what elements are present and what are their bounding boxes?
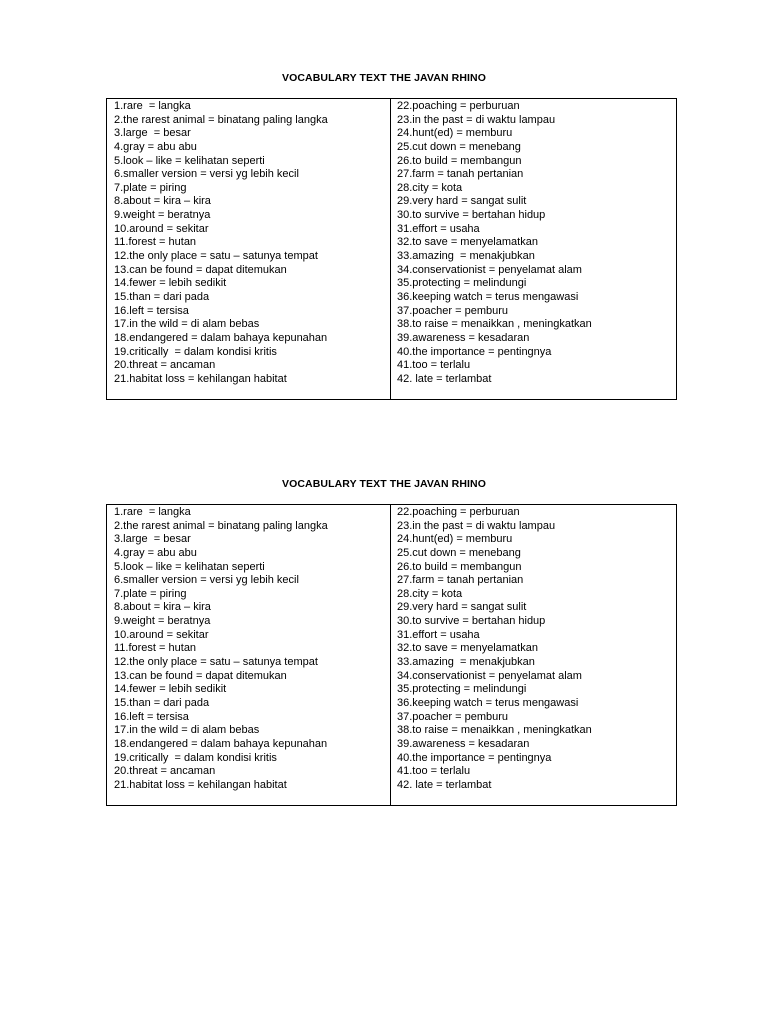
vocab-entry: 21.habitat loss = kehilangan habitat	[114, 372, 287, 385]
vocab-entry: 27.farm = tanah pertanian	[397, 168, 524, 181]
vocab-entry: 32.to save = menyelamatkan	[397, 642, 538, 655]
vocab-entry: 42. late = terlambat	[397, 372, 492, 385]
vocab-entry: 40.the importance = pentingnya	[397, 751, 552, 764]
vocab-entry: 39.awareness = kesadaran	[397, 737, 530, 750]
vocab-entry: 6.smaller version = versi yg lebih kecil	[114, 574, 299, 587]
vocab-entry: 4.gray = abu abu	[114, 140, 197, 153]
vocab-entry: 8.about = kira – kira	[114, 601, 211, 614]
vocab-entry: 12.the only place = satu – satunya tempat	[114, 656, 318, 669]
right-column	[391, 99, 676, 399]
vocab-entry: 18.endangered = dalam bahaya kepunahan	[114, 737, 328, 750]
vocab-entry: 22.poaching = perburuan	[397, 506, 520, 518]
vocab-entry: 40.the importance = pentingnya	[397, 345, 552, 358]
vocab-entry: 1.rare = langka	[114, 506, 191, 518]
vocab-entry: 31.effort = usaha	[397, 222, 480, 235]
vocab-entry: 35.protecting = melindungi	[397, 277, 527, 290]
page-title: VOCABULARY TEXT THE JAVAN RHINO	[282, 478, 486, 490]
vocab-entry: 21.habitat loss = kehilangan habitat	[114, 778, 287, 791]
vocab-entry: 22.poaching = perburuan	[397, 100, 520, 112]
vocab-entry: 6.smaller version = versi yg lebih kecil	[114, 168, 299, 181]
vocab-entry: 5.look – like = kelihatan seperti	[114, 154, 265, 167]
vocab-entry: 7.plate = piring	[114, 181, 187, 194]
right-column	[391, 505, 676, 805]
vocab-entry: 41.too = terlalu	[397, 765, 471, 778]
vocabulary-sheet-2	[0, 477, 768, 791]
vocab-entry: 34.conservationist = penyelamat alam	[397, 263, 582, 276]
vocab-entry: 33.amazing = menakjubkan	[397, 250, 535, 263]
left-column	[107, 505, 391, 805]
vocab-entry: 37.poacher = pemburu	[397, 304, 508, 317]
vocab-entry: 39.awareness = kesadaran	[397, 331, 530, 344]
vocab-entry: 14.fewer = lebih sedikit	[114, 277, 227, 290]
vocab-entry: 13.can be found = dapat ditemukan	[114, 263, 287, 276]
left-column	[107, 99, 391, 399]
vocab-entry: 5.look – like = kelihatan seperti	[114, 560, 265, 573]
vocab-entry: 10.around = sekitar	[114, 222, 209, 235]
vocab-entry: 10.around = sekitar	[114, 628, 209, 641]
vocab-entry: 25.cut down = menebang	[397, 140, 521, 153]
vocab-entry: 20.threat = ancaman	[114, 359, 216, 372]
vocab-entry: 16.left = tersisa	[114, 710, 189, 723]
vocab-entry: 26.to build = membangun	[397, 154, 522, 167]
vocab-entry: 30.to survive = bertahan hidup	[397, 615, 546, 628]
vocab-entry: 24.hunt(ed) = memburu	[397, 127, 513, 140]
vocab-entry: 28.city = kota	[397, 587, 463, 600]
vocab-entry: 3.large = besar	[114, 127, 191, 140]
vocab-entry: 36.keeping watch = terus mengawasi	[397, 696, 579, 709]
vocab-entry: 18.endangered = dalam bahaya kepunahan	[114, 331, 328, 344]
vocab-entry: 2.the rarest animal = binatang paling langka	[114, 113, 328, 126]
vocab-entry: 15.than = dari pada	[114, 290, 210, 303]
vocab-entry: 8.about = kira – kira	[114, 195, 211, 208]
vocab-entry: 31.effort = usaha	[397, 628, 480, 641]
vocab-entry: 15.than = dari pada	[114, 696, 210, 709]
vocab-entry: 11.forest = hutan	[114, 236, 197, 249]
vocab-entry: 37.poacher = pemburu	[397, 710, 508, 723]
vocab-entry: 20.threat = ancaman	[114, 765, 216, 778]
vocab-entry: 29.very hard = sangat sulit	[397, 601, 527, 614]
vocab-entry: 33.amazing = menakjubkan	[397, 656, 535, 669]
vocab-entry: 17.in the wild = di alam bebas	[114, 724, 260, 737]
vocab-entry: 4.gray = abu abu	[114, 546, 197, 559]
vocab-entry: 41.too = terlalu	[397, 359, 471, 372]
vocab-entry: 13.can be found = dapat ditemukan	[114, 669, 287, 682]
vocab-entry: 32.to save = menyelamatkan	[397, 236, 538, 249]
vocab-entry: 38.to raise = menaikkan , meningkatkan	[397, 724, 592, 737]
vocab-entry: 14.fewer = lebih sedikit	[114, 683, 227, 696]
vocab-entry: 19.critically = dalam kondisi kritis	[114, 345, 277, 358]
vocab-entry: 9.weight = beratnya	[114, 209, 211, 222]
vocab-entry: 23.in the past = di waktu lampau	[397, 519, 556, 532]
vocab-entry: 27.farm = tanah pertanian	[397, 574, 524, 587]
vocabulary-sheet-1	[0, 71, 768, 385]
vocab-entry: 1.rare = langka	[114, 100, 191, 112]
vocab-entry: 9.weight = beratnya	[114, 615, 211, 628]
vocab-entry: 16.left = tersisa	[114, 304, 189, 317]
vocab-entry: 17.in the wild = di alam bebas	[114, 318, 260, 331]
page-title: VOCABULARY TEXT THE JAVAN RHINO	[282, 72, 486, 84]
vocab-entry: 7.plate = piring	[114, 587, 187, 600]
vocab-entry: 11.forest = hutan	[114, 642, 197, 655]
vocab-entry: 28.city = kota	[397, 181, 463, 194]
vocab-entry: 30.to survive = bertahan hidup	[397, 209, 546, 222]
vocab-entry: 26.to build = membangun	[397, 560, 522, 573]
vocab-entry: 12.the only place = satu – satunya tempat	[114, 250, 318, 263]
vocab-entry: 3.large = besar	[114, 533, 191, 546]
vocab-entry: 25.cut down = menebang	[397, 546, 521, 559]
vocabulary-table	[106, 98, 677, 400]
vocab-entry: 29.very hard = sangat sulit	[397, 195, 527, 208]
vocab-entry: 36.keeping watch = terus mengawasi	[397, 290, 579, 303]
vocab-entry: 42. late = terlambat	[397, 778, 492, 791]
vocab-entry: 19.critically = dalam kondisi kritis	[114, 751, 277, 764]
vocab-entry: 35.protecting = melindungi	[397, 683, 527, 696]
vocab-entry: 38.to raise = menaikkan , meningkatkan	[397, 318, 592, 331]
vocab-entry: 34.conservationist = penyelamat alam	[397, 669, 582, 682]
vocab-entry: 24.hunt(ed) = memburu	[397, 533, 513, 546]
vocabulary-table	[106, 504, 677, 806]
vocab-entry: 2.the rarest animal = binatang paling langka	[114, 519, 328, 532]
vocab-entry: 23.in the past = di waktu lampau	[397, 113, 556, 126]
